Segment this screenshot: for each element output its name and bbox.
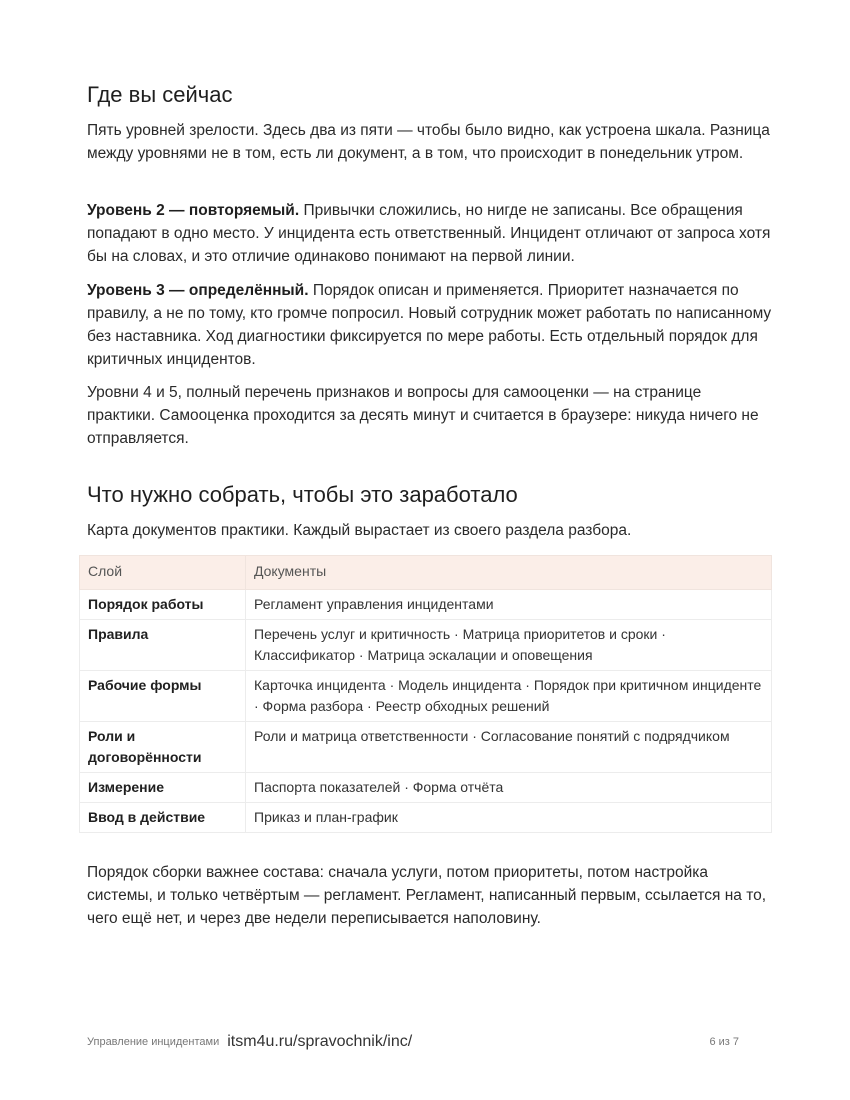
table-row xyxy=(80,590,772,620)
table-row xyxy=(80,620,772,671)
level-2-text: Привычки сложились, но нигде не записаны. Все обращения попадают в одно место. У инцидента есть ответственный. Инцидент отличают от запроса хотя бы на словах, и это отличие одинаково понимают на первой линии. xyxy=(87,202,771,265)
heading-what-to-collect: Что нужно собрать, чтобы это заработало xyxy=(87,482,518,507)
cell-layer: Правила xyxy=(80,620,246,671)
paragraph-document-map: Карта документов практики. Каждый вырастает из своего раздела разбора. xyxy=(87,522,632,539)
cell-documents: Роли и матрица ответственности · Согласование понятий с подрядчиком xyxy=(246,722,772,773)
cell-documents: Паспорта показателей · Форма отчёта xyxy=(246,773,772,803)
page-number: 6 из 7 xyxy=(709,1036,739,1048)
cell-layer: Рабочие формы xyxy=(80,671,246,722)
table-row xyxy=(80,722,772,773)
table-row xyxy=(80,671,772,722)
level-3-title: Уровень 3 — определённый. xyxy=(87,282,309,299)
paragraph-assembly-order: Порядок сборки важнее состава: сначала услуги, потом приоритеты, потом настройка системы, и только четвёртым — регламент. Регламент, написанный первым, ссылается на то, чего ещё нет, и через две недели переписывается наполовину. xyxy=(87,864,767,927)
footer-url-link[interactable]: itsm4u.ru/spravochnik/inc/ xyxy=(227,1033,413,1050)
column-header-documents: Документы xyxy=(246,556,772,590)
cell-documents: Карточка инцидента · Модель инцидента · Порядок при критичном инциденте · Форма разбора · Реестр обходных решений xyxy=(246,671,772,722)
paragraph-level-2 xyxy=(87,199,773,268)
level-3-text: Порядок описан и применяется. Приоритет назначается по правилу, а не по тому, кто громче попросил. Новый сотрудник может работать по написанному без наставника. Ход диагностики фиксируется по мере работы. Есть отдельный порядок для критичных инцидентов. xyxy=(87,282,772,368)
paragraph-levels-4-5: Уровни 4 и 5, полный перечень признаков и вопросы для самооценки — на странице практики. Самооценка проходится за десять минут и считается в браузере: никуда ничего не отправляется. xyxy=(87,384,759,447)
heading-where-you-are: Где вы сейчас xyxy=(87,82,233,107)
footer-section-name: Управление инцидентами xyxy=(87,1036,220,1048)
cell-documents: Перечень услуг и критичность · Матрица приоритетов и сроки · Классификатор · Матрица эскалации и оповещения xyxy=(246,620,772,671)
footer-left xyxy=(87,1033,412,1051)
cell-documents: Регламент управления инцидентами xyxy=(246,590,772,620)
column-header-layer: Слой xyxy=(80,556,246,590)
table-row xyxy=(80,773,772,803)
cell-documents: Приказ и план-график xyxy=(246,803,772,833)
cell-layer: Измерение xyxy=(80,773,246,803)
table-row xyxy=(80,803,772,833)
paragraph-maturity-intro: Пять уровней зрелости. Здесь два из пяти — чтобы было видно, как устроена шкала. Разница между уровнями не в том, есть ли документ, а в том, что происходит в понедельник утром. xyxy=(87,122,770,162)
cell-layer: Порядок работы xyxy=(80,590,246,620)
cell-layer: Ввод в действие xyxy=(80,803,246,833)
table-header-row xyxy=(80,556,772,590)
paragraph-level-3 xyxy=(87,279,773,371)
level-2-title: Уровень 2 — повторяемый. xyxy=(87,202,300,219)
cell-layer: Роли и договорённости xyxy=(80,722,246,773)
documents-table xyxy=(79,555,772,833)
page-footer xyxy=(87,1033,739,1053)
